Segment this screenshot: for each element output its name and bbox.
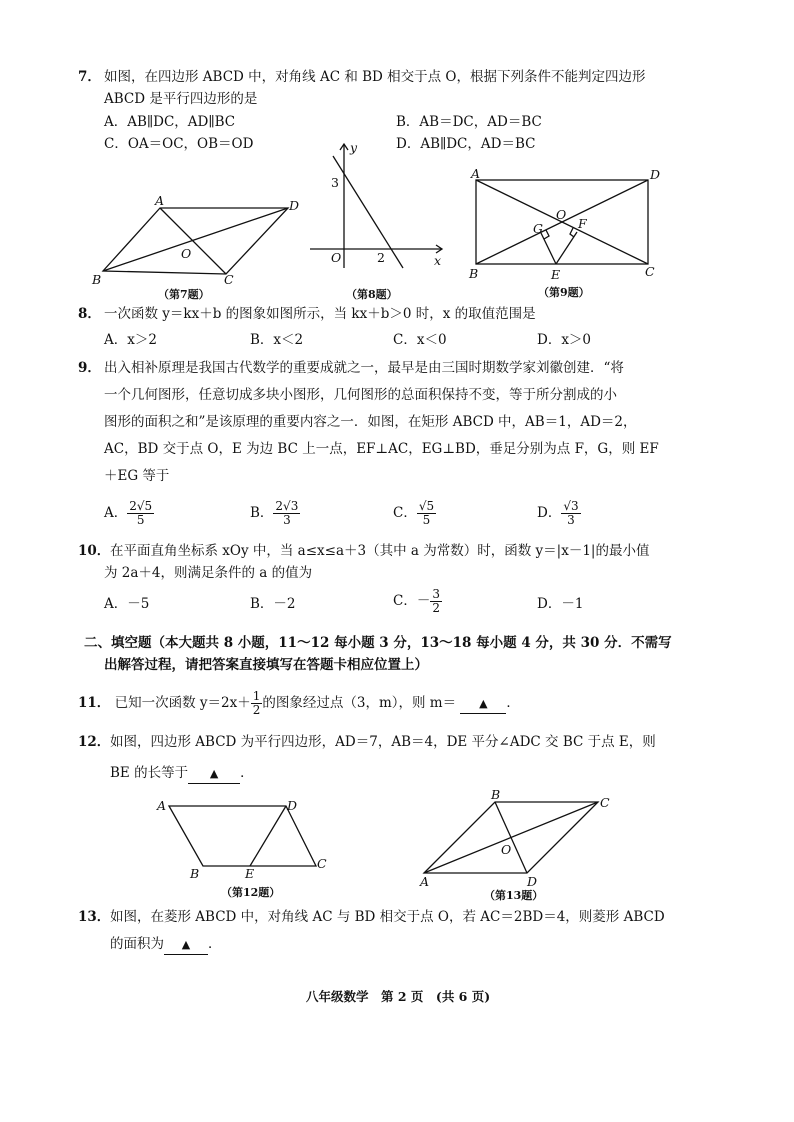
fig9-label-o: O	[556, 207, 567, 222]
fig7-label-a: A	[155, 193, 165, 208]
q9-line1: 出入相补原理是我国古代数学的重要成就之一，最早是由三国时期数学家刘徽创建．“将	[104, 360, 624, 376]
fig12-caption: （第12题）	[221, 886, 281, 899]
fig9-label-d: D	[650, 167, 661, 182]
q13-number: 13．	[78, 909, 111, 925]
fig8-caption: （第8题）	[346, 288, 398, 301]
fig9-label-b: B	[469, 266, 479, 281]
q7-option-d: D．AB∥DC，AD＝BC	[396, 136, 536, 152]
q13-answer-blank[interactable]: ▲	[164, 936, 208, 955]
q9-line4: AC，BD 交于点 O，E 为边 BC 上一点，EF⊥AC，EG⊥BD，垂足分别为点 F，G，则 EF	[104, 441, 659, 457]
q13-line2: 的面积为 ▲ ．	[110, 935, 222, 955]
q8-option-c: C．x＜0	[393, 332, 447, 348]
q10-option-b: B．－2	[250, 596, 296, 612]
fig7-label-b: B	[92, 272, 102, 287]
fig13-label-d: D	[527, 874, 538, 889]
q10-option-d: D．－1	[537, 596, 584, 612]
q12-line1: 如图，四边形 ABCD 为平行四边形，AD＝7，AB＝4，DE 平分∠ADC 交 BC 于点 E，则	[110, 734, 656, 750]
q11-number: 11．	[78, 695, 111, 711]
q10-line1: 在平面直角坐标系 xOy 中，当 a≤x≤a＋3（其中 a 为常数）时，函数 y＝|x－1|的最小值	[110, 543, 650, 559]
q9-option-d: D． $\frac{√3}{3}$	[537, 499, 579, 527]
fig9-label-a: A	[471, 166, 481, 181]
fig12-label-d: D	[287, 798, 298, 813]
q11-text-post: 的图象经过点（3，m），则 m＝	[262, 695, 457, 711]
q12-number: 12．	[78, 734, 111, 750]
fig13-label-b: B	[491, 787, 501, 802]
fig8-label-two: 2	[377, 250, 385, 265]
fig9-label-c: C	[645, 264, 655, 279]
fig12-label-b: B	[190, 866, 200, 881]
fig12-label-a: A	[157, 798, 167, 813]
fig9-label-f: F	[578, 216, 587, 231]
q10-option-a: A．－5	[104, 596, 150, 612]
q9-option-a: A． $\frac{2√5}{5}$	[104, 499, 153, 527]
fig13-label-o: O	[501, 842, 512, 857]
fig13-diagonal-bd	[495, 802, 527, 873]
fig8-label-x: x	[434, 253, 442, 268]
q11: 11． 已知一次函数 y＝2x＋ $\frac{1}{2}$ 的图象经过点（3，m），则 m＝ ▲ ．	[78, 689, 520, 717]
q8-option-d: D．x＞0	[537, 332, 592, 348]
fig7-label-d: D	[289, 198, 300, 213]
fig9-label-g: G	[533, 221, 543, 236]
q7-number: 7．	[78, 69, 101, 85]
q10-option-c: C．－ $\frac{3}{2}$	[393, 587, 440, 615]
q8-option-b: B．x＜2	[250, 332, 304, 348]
q8-stem: 一次函数 y＝kx＋b 的图象如图所示，当 kx＋b＞0 时，x 的取值范围是	[104, 306, 536, 322]
fig13-label-c: C	[600, 795, 610, 810]
q10-line2: 为 2a＋4，则满足条件的 a 的值为	[104, 565, 313, 581]
q11-answer-blank[interactable]: ▲	[460, 695, 506, 714]
q9-number: 9．	[78, 360, 101, 376]
q12-line2: BE 的长等于 ▲ ．	[110, 764, 254, 784]
q9-line2: 一个几何图形，任意切成多块小图形，几何图形的总面积保持不变，等于所分割成的小	[104, 387, 617, 403]
fig7-caption: （第7题）	[158, 288, 210, 301]
q10-number: 10．	[78, 543, 111, 559]
q9-line3: 图形的面积之和”是该原理的重要内容之一．如图，在矩形 ABCD 中，AB＝1，AD＝2，	[104, 414, 637, 430]
page-footer: 八年级数学 第 2 页 (共 6 页)	[306, 989, 491, 1004]
q7-stem-line1: 如图，在四边形 ABCD 中，对角线 AC 和 BD 相交于点 O，根据下列条件不能判定四边形	[104, 69, 646, 85]
q8-option-a: A．x＞2	[104, 332, 157, 348]
q9-option-c: C． $\frac{√5}{5}$	[393, 499, 435, 527]
q12-answer-blank[interactable]: ▲	[188, 765, 240, 784]
fig12-label-c: C	[317, 856, 327, 871]
q7-option-a: A．AB∥DC，AD∥BC	[104, 114, 236, 130]
q13-line1: 如图，在菱形 ABCD 中，对角线 AC 与 BD 相交于点 O，若 AC＝2BD＝4，则菱形 ABCD	[110, 909, 665, 925]
fig8-label-origin: O	[331, 250, 342, 265]
q7-option-c: C．OA＝OC，OB＝OD	[104, 136, 254, 152]
fig8-label-y: y	[350, 140, 358, 155]
q8-number: 8．	[78, 306, 101, 322]
q11-fraction: $\frac{1}{2}$	[252, 689, 261, 717]
fig9-label-e: E	[551, 267, 561, 282]
fig12-label-e: E	[245, 866, 255, 881]
fig7-label-c: C	[224, 272, 234, 287]
q9-line5: ＋EG 等于	[104, 468, 170, 484]
fig9-caption: （第9题）	[538, 286, 590, 299]
fig13-caption: （第13题）	[484, 889, 544, 902]
q11-text-pre: 已知一次函数 y＝2x＋	[114, 695, 251, 711]
fig7-label-o: O	[181, 246, 192, 261]
q7-option-b: B．AB＝DC，AD＝BC	[396, 114, 542, 130]
q9-option-b: B． $\frac{2√3}{3}$	[250, 499, 299, 527]
fig13-label-a: A	[420, 874, 430, 889]
q7-stem-line2: ABCD 是平行四边形的是	[104, 91, 258, 107]
section2-heading-line1: 二、填空题（本大题共 8 小题，11～12 每小题 3 分，13～18 每小题 4 分，共 30 分．不需写	[84, 635, 672, 651]
fig8-label-three: 3	[331, 175, 339, 190]
section2-heading-line2: 出解答过程，请把答案直接填写在答题卡相应位置上）	[104, 657, 428, 673]
